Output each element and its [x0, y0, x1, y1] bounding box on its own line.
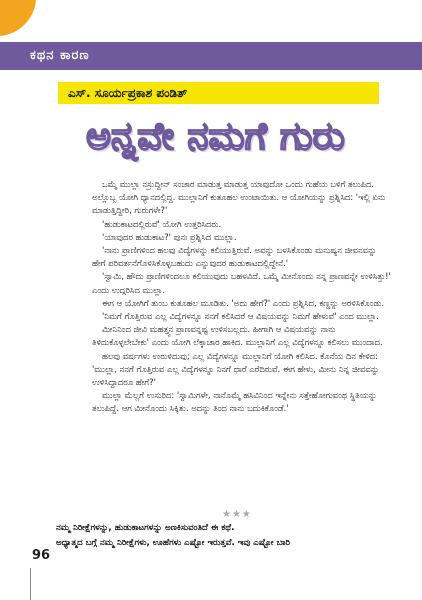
section-separator: ★★★ [222, 509, 252, 520]
page-number: 96 [32, 548, 51, 563]
article-body [92, 178, 392, 416]
paragraph: 'ನಾನು ಪ್ರಾಣಿಗಳಿಂದ ಹಲವು ವಿದ್ಯೆಗಳನ್ನು ಕಲಿಯುತ್ತಿರುವೆ. ಅವನ್ನು ಬಳಸಿಕೊಂಡು ಮನುಷ್ಯನ ಜೀವನವನ್ನು ಹೇಗೆ ಪರಿವರ್ತನೆಗೊಳಿಸಿಕೊಳ್ಳಬಹುದು ಎನ್ನುವುದರ ಹುಡುಕಾಟದಲ್ಲಿದ್ದೇನೆ.' [92, 245, 377, 269]
decorative-circle [0, 0, 36, 36]
paragraph: 'ಯಾವುದರ ಹುಡುಕಾಟ?' ಪುನಃ ಪ್ರಶ್ನಿಸಿದ ಮುಲ್ಲಾ. [102, 231, 237, 242]
paragraph: 'ಹುಡುಕಾಟದಲ್ಲಿರುವೆ' ಯೋಗಿ ಉತ್ತರಿಸಿದರು. [102, 218, 222, 229]
author-name: ಎಸ್. ಸೂರ್ಯಪ್ರಕಾಶ ಪಂಡಿತ್ [68, 86, 188, 100]
paragraph: ಮುಲ್ಲಾ ಮೆಲ್ಲಗೆ ಉಸುರಿದ: 'ಸ್ವಾಮಿಗಳೇ, ನಾನೊಮ್ಮೆ ಹಸಿವಿನಿಂದ ಇನ್ನೇನು ಸತ್ತೇಹೋಗುವಂಥ ಸ್ಥಿತಿಯನ್ನು ತಲುಪಿದ್ದೆ. ಆಗ ಮೀನೊಂದು ಸಿಕ್ಕಿತು. ಅದನ್ನು ತಿಂದ ನಾನು ಬದುಕಿಕೊಂಡೆ.' [92, 390, 378, 414]
commentary-line: ಅಧ್ಯಾತ್ಮದ ಬಗ್ಗೆ ನಮ್ಮ ನಿರೀಕ್ಷೆಗಳು, ಊಹೆಗಳು ಎಷ್ಟೋ ಇರುತ್ತವೆ. ಇವು ಎಷ್ಟೋ ಬಾರಿ [56, 538, 291, 548]
margin-rule [30, 568, 31, 600]
paragraph: 'ನಿಮಗೆ ಗೊತ್ತಿರುವ ಎಲ್ಲ ವಿದ್ಯೆಗಳನ್ನೂ ನನಗೆ ಕಲಿಸಿದರೆ ಆ ವಿಷಯವನ್ನು ನಿಮಗೆ ಹೇಳುವೆ' ಎಂದ ಮುಲ್ಲಾ. [102, 311, 379, 322]
author-banner [58, 82, 379, 104]
section-label: ಕಥನ ಕಾರಣ [30, 48, 90, 63]
paragraph: 'ಸ್ವಾಮಿ, ಹೌದು ಪ್ರಾಣಿಗಳಿಂದಲೂ ಕಲಿಯುವುದು ಬಹಳವಿದೆ. ಒಮ್ಮೆ ಮೀನೊಂದು ನನ್ನ ಪ್ರಾಣವನ್ನೇ ಉಳಿಸಿತ್ತು!' ಎಂದು ಉದ್ಗರಿಸಿದ ಮುಲ್ಲಾ. [92, 271, 391, 295]
paragraph: ಹಲವು ವರ್ಷಗಳು ಉರುಳಿದುವು; ಎಲ್ಲ ವಿದ್ಯೆಗಳನ್ನೂ ಮುಲ್ಲಾನಿಗೆ ಯೋಗಿ ಕಲಿಸಿದ. ಕೊನೆಯ ದಿನ ಕೇಳಿದ: 'ಮುಲ್ಲಾ, ನನಗೆ ಗೊತ್ತಿರುವ ಎಲ್ಲ ವಿದ್ಯೆಗಳನ್ನೂ ನಿನಗೆ ಧಾರೆ ಎರೆದಿರುವೆ. ಈಗ ಹೇಳು, ಮೀನು ನಿನ್ನ ಜೀವವನ್ನು ಉಳಿಸಿದ್ದಾದರೂ ಹೇಗೆ?' [92, 350, 380, 388]
paragraph: ಈಗ ಆ ಯೋಗಿಗೆ ತುಂಬ ಕುತೂಹಲ ಮೂಡಿತು. 'ಅದು ಹೇಗೆ?' ಎಂದು ಪ್ರಶ್ನಿಸಿದ, ಕಣ್ಣನ್ನು ಅರಳಿಸಿಕೊಂಡು. [102, 297, 385, 308]
paragraph: ಒಮ್ಮೆ ಮುಲ್ಲಾ ನಸ್ರುದ್ದೀನ್ ಸಂಚಾರ ಮಾಡುತ್ತ ಮಾಡುತ್ತ ಯಾವುದೋ ಒಂದು ಗುಹೆಯ ಬಳಿಗೆ ತಲುಪಿದ. ಅಲ್ಲೊಬ್ಬ ಯೋಗಿ ಧ್ಯಾನದಲ್ಲಿದ್ದ. ಮುಲ್ಲಾನಿಗೆ ಕುತೂಹಲ ಉಂಟಾಯಿತು. ಆ ಯೋಗಿಯನ್ನು ಪ್ರಶ್ನಿಸಿದ: 'ಇಲ್ಲಿ ಏನು ಮಾಡುತ್ತಿದ್ದೀರಿ, ಗುರುಗಳೇ?' [92, 179, 386, 216]
commentary-text [56, 521, 400, 551]
paragraph: ಮೀನಿನಿಂದ ಜೀವಿ ಮಹತ್ತ್ವನ ಪ್ರಾಣವನ್ನಷ್ಟ ಉಳಿಸಬಲ್ಲದು. ಹೀಗಾಗಿ ಆ ವಿಷಯವನ್ನು ನಾನು ತಿಳಿದುಕೊಳ್ಳಲೇಬೇಕು' ಎಂದು ಯೋಗಿ ಲೆಕ್ಕಾಚಾರ ಹಾಕಿದ. ಮುಲ್ಲಾನಿಗೆ ಎಲ್ಲ ವಿದ್ಯೆಗಳನ್ನೂ ಕಲಿಸಲು ಮುಂದಾದ. [92, 324, 383, 348]
commentary-line: ನಮ್ಮ ನಿರೀಕ್ಷೆಗಳನ್ನು, ಹುಡುಕಾಟಗಳನ್ನು ಅಣಕಿಸುವಂತಿದೆ ಈ ಕಥೆ. [56, 523, 235, 533]
article-title: ಅನ್ನವೇ ನಮಗೆ ಗುರು [86, 114, 345, 158]
